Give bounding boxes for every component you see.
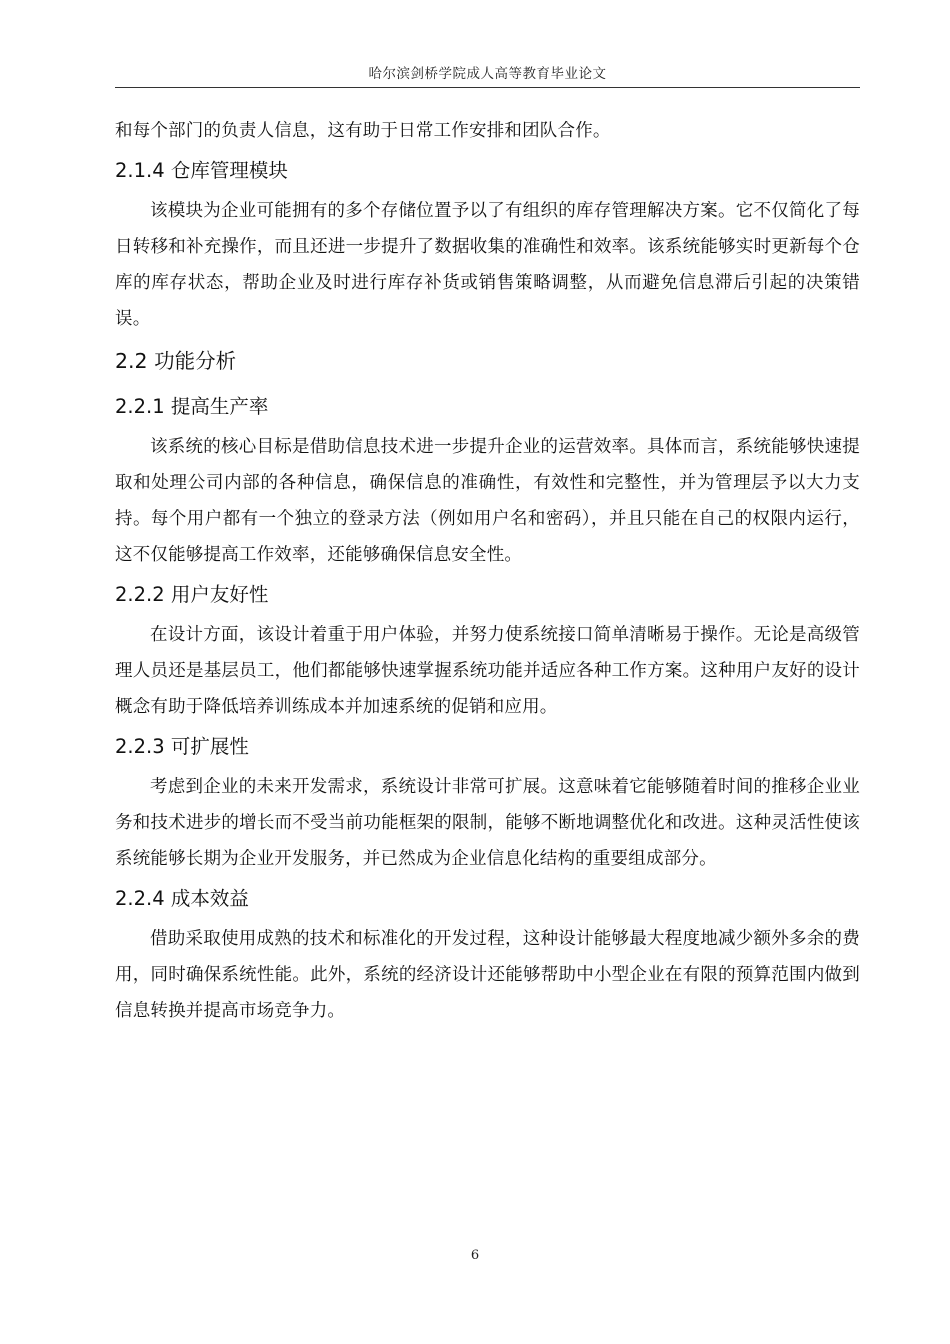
page-number: 6 bbox=[470, 1248, 480, 1263]
paragraph-cost-benefit: 借助采取使用成熟的技术和标准化的开发过程，这种设计能够最大程度地减少额外多余的费用，同时确保系统性能。此外，系统的经济设计还能够帮助中小型企业在有限的预算范围内做到信息转换并提高市场竞争力。 bbox=[115, 929, 860, 1021]
paragraph-continuation: 和每个部门的负责人信息，这有助于日常工作安排和团队合作。 bbox=[115, 121, 611, 141]
section-heading-2-2: 2.2 功能分析 bbox=[115, 349, 237, 373]
section-heading-2-2-4: 2.2.4 成本效益 bbox=[115, 887, 249, 910]
paragraph-usability: 在设计方面，该设计着重于用户体验，并努力使系统接口简单清晰易于操作。无论是高级管理人员还是基层员工，他们都能够快速掌握系统功能并适应各种工作方案。这种用户友好的设计概念有助于降低培养训练成本并加速系统的促销和应用。 bbox=[115, 625, 860, 717]
section-heading-2-1-4: 2.1.4 仓库管理模块 bbox=[115, 159, 288, 182]
section-heading-2-2-2: 2.2.2 用户友好性 bbox=[115, 583, 269, 606]
header-divider bbox=[115, 87, 860, 88]
section-heading-2-2-1: 2.2.1 提高生产率 bbox=[115, 395, 269, 418]
section-heading-2-2-3: 2.2.3 可扩展性 bbox=[115, 735, 249, 758]
paragraph-scalability: 考虑到企业的未来开发需求，系统设计非常可扩展。这意味着它能够随着时间的推移企业业务和技术进步的增长而不受当前功能框架的限制，能够不断地调整优化和改进。这种灵活性使该系统能够长期为企业开发服务，并已然成为企业信息化结构的重要组成部分。 bbox=[115, 777, 860, 869]
paragraph-productivity: 该系统的核心目标是借助信息技术进一步提升企业的运营效率。具体而言，系统能够快速提取和处理公司内部的各种信息，确保信息的准确性，有效性和完整性，并为管理层予以大力支持。每个用户都有一个独立的登录方法（例如用户名和密码），并且只能在自己的权限内运行，这不仅能够提高工作效率，还能够确保信息安全性。 bbox=[115, 437, 860, 565]
document-body bbox=[115, 113, 860, 1029]
running-header: 哈尔滨剑桥学院成人高等教育毕业论文 bbox=[368, 66, 607, 82]
paragraph-warehouse-module: 该模块为企业可能拥有的多个存储位置予以了有组织的库存管理解决方案。它不仅简化了每日转移和补充操作，而且还进一步提升了数据收集的准确性和效率。该系统能够实时更新每个仓库的库存状态，帮助企业及时进行库存补货或销售策略调整，从而避免信息滞后引起的决策错误。 bbox=[115, 201, 860, 329]
